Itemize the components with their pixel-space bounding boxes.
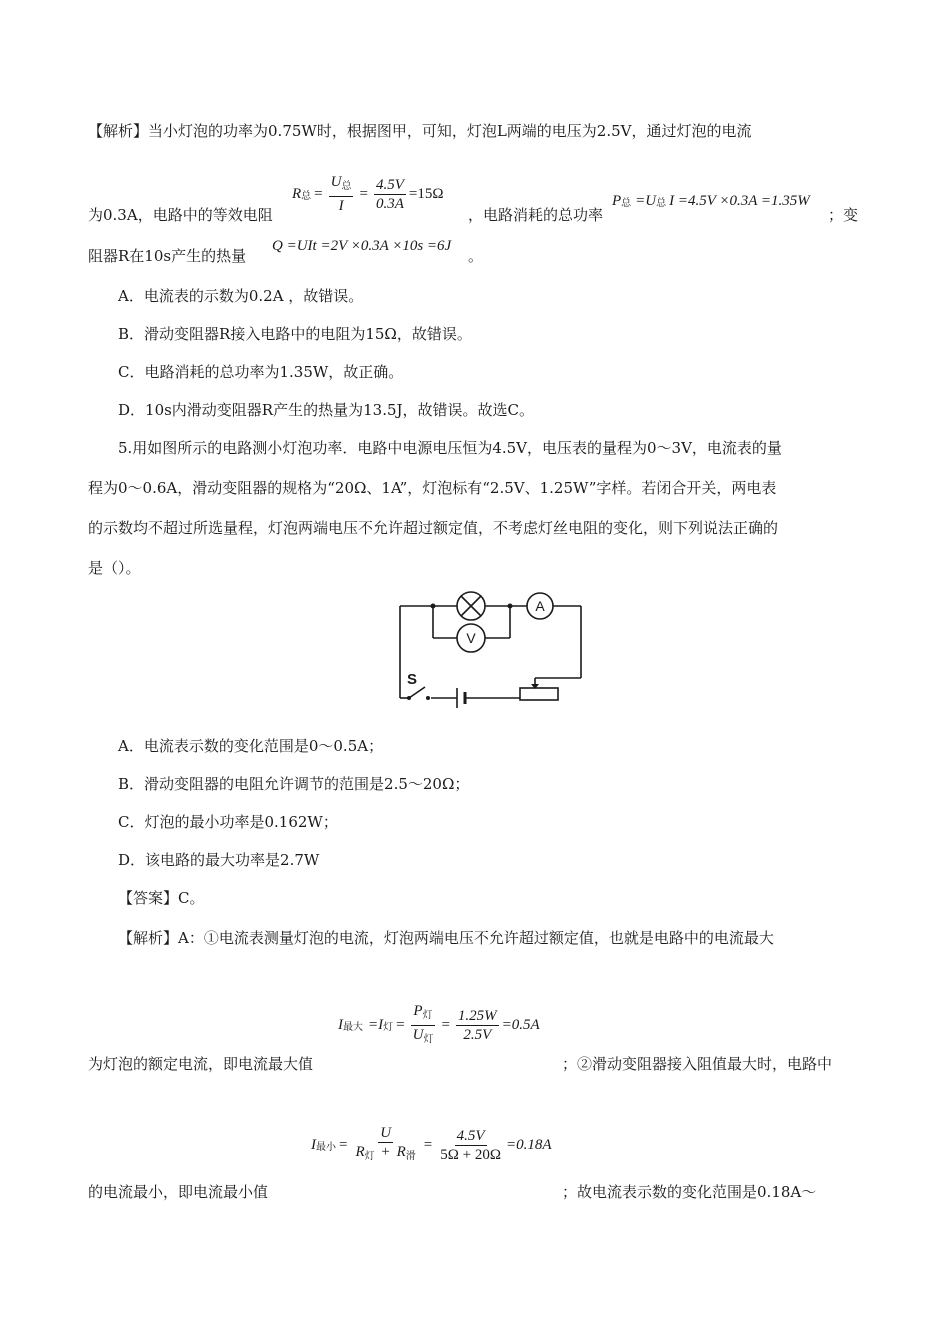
switch-blade [409, 687, 425, 698]
rheostat [520, 688, 558, 700]
ammeter-label: A [535, 598, 545, 614]
option-a-1: A．电流表的示数为0.2A ，故错误。 [118, 287, 364, 305]
switch-contact [426, 696, 430, 700]
fraction-values: $\frac{4.5V}{0.3A}$ [375, 176, 404, 212]
question-5-line-1: 5.用如图所示的电路测小灯泡功率．电路中电源电压恒为4.5V，电压表的量程为0～3V，电流表的量 [118, 439, 782, 457]
option-c-2: C．灯泡的最小功率是0.162W； [118, 813, 338, 831]
analysis-line-2c: ；变 [828, 206, 859, 224]
analysis-line-2b: ，电路消耗的总功率 [468, 206, 604, 224]
equation-imin: I 最小 = $\frac{U}{R_灯 + R_滑}$ = $\frac{4.5V}{5\Omega + 20\Omega}$ =0.18A [311, 1124, 552, 1166]
circuit-diagram [395, 588, 585, 710]
analysis2-line-3a: 的电流最小，即电流最小值 [88, 1183, 269, 1201]
fraction-u-over-r: $\frac{U}{R_灯 + R_滑}$ [355, 1125, 416, 1162]
equation-heat: Q =UIt =2V ×0.3A ×10s =6J [272, 238, 452, 254]
equation-resistance: R 总 = $\frac{U_总}{I}$ = $\frac{4.5V}{0.3A}$ =15Ω [292, 174, 444, 214]
switch-label: S [406, 671, 418, 688]
analysis2-line-2a: 为灯泡的额定电流，即电流最大值 [88, 1055, 314, 1073]
option-d-1: D．10s内滑动变阻器R产生的热量为13.5J，故错误。故选C。 [118, 401, 534, 419]
answer-line: 【答案】C。 [118, 889, 205, 907]
analysis2-line-2b: ；②滑动变阻器接入阻值最大时，电路中 [562, 1055, 833, 1073]
option-c-1: C．电路消耗的总功率为1.35W，故正确。 [118, 363, 404, 381]
option-b-2: B．滑动变阻器的电阻允许调节的范围是2.5～20Ω； [118, 775, 470, 793]
fraction-u-over-i: $\frac{U_总}{I}$ [330, 174, 352, 214]
voltmeter-label: V [466, 630, 476, 646]
question-5-line-2: 程为0～0.6A，滑动变阻器的规格为“20Ω、1A”，灯泡标有“2.5V、1.25W”字样。若闭合开关，两电表 [88, 479, 777, 497]
analysis-line-2a: 为0.3A，电路中的等效电阻 [88, 206, 273, 224]
equation-imax: I 最大 =I 灯 = $\frac{P_灯}{U_灯}$ = $\frac{1.25W}{2.5V}$ =0.5A [338, 1002, 540, 1049]
junction-left [431, 604, 436, 609]
option-a-2: A．电流表示数的变化范围是0～0.5A； [118, 737, 384, 755]
fraction-imax-values: $\frac{1.25W}{2.5V}$ [457, 1008, 497, 1043]
analysis2-line-1: 【解析】A：①电流表测量灯泡的电流，灯泡两端电压不允许超过额定值，也就是电路中的电流最大 [118, 929, 774, 947]
analysis2-line-3b: ；故电流表示数的变化范围是0.18A～ [562, 1183, 817, 1201]
analysis-line-3b: 。 [468, 247, 484, 265]
switch-pivot [407, 696, 411, 700]
fraction-p-over-u: $\frac{P_灯}{U_灯}$ [412, 1003, 434, 1045]
fraction-imin-values: $\frac{4.5V}{5\Omega + 20\Omega}$ [440, 1127, 502, 1163]
question-5-line-4: 是（）。 [88, 559, 141, 577]
equation-power: P 总 =U 总 I =4.5V ×0.3A =1.35W [612, 193, 810, 209]
option-d-2: D．该电路的最大功率是2.7W [118, 851, 320, 869]
analysis-line-1: 【解析】当小灯泡的功率为0.75W时，根据图甲，可知，灯泡L两端的电压为2.5V，通过灯泡的电流 [88, 122, 752, 140]
question-5-line-3: 的示数均不超过所选量程，灯泡两端电压不允许超过额定值，不考虑灯丝电阻的变化，则下列说法正确的 [88, 519, 779, 537]
junction-right [508, 604, 513, 609]
option-b-1: B．滑动变阻器R接入电路中的电阻为15Ω，故错误。 [118, 325, 472, 343]
analysis-line-3a: 阻器R在10s产生的热量 [88, 247, 247, 265]
